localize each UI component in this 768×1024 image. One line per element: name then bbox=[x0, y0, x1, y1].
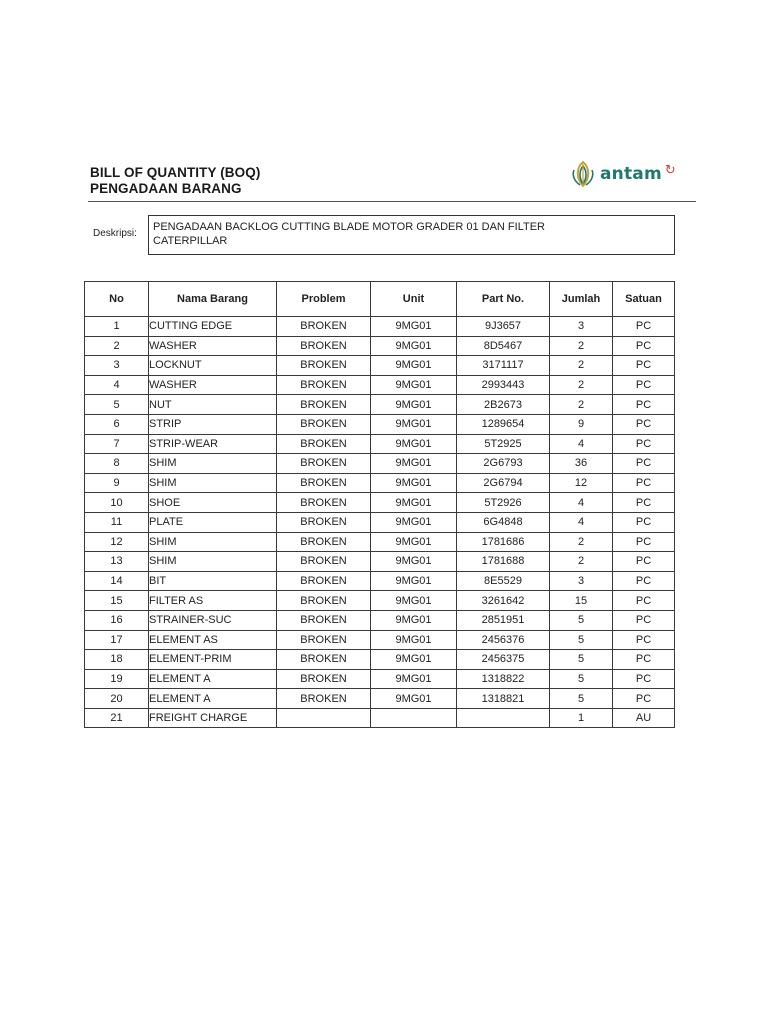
table-row bbox=[85, 375, 675, 395]
cell-satuan: PC bbox=[613, 454, 675, 474]
cell-part-no: 2993443 bbox=[457, 375, 550, 395]
cell-unit: 9MG01 bbox=[371, 630, 457, 650]
table-row bbox=[85, 552, 675, 572]
cell-part-no: 2B2673 bbox=[457, 395, 550, 415]
cell-unit: 9MG01 bbox=[371, 375, 457, 395]
cell-part-no: 1781688 bbox=[457, 552, 550, 572]
cell-nama-barang: STRAINER-SUC bbox=[149, 610, 277, 630]
table-row bbox=[85, 454, 675, 474]
cell-problem: BROKEN bbox=[277, 591, 371, 611]
cell-nama-barang: CUTTING EDGE bbox=[149, 317, 277, 337]
table-row bbox=[85, 434, 675, 454]
cell-satuan: PC bbox=[613, 552, 675, 572]
cell-nama-barang: WASHER bbox=[149, 336, 277, 356]
cell-jumlah: 15 bbox=[550, 591, 613, 611]
cell-jumlah: 5 bbox=[550, 610, 613, 630]
cell-unit: 9MG01 bbox=[371, 395, 457, 415]
cell-problem: BROKEN bbox=[277, 610, 371, 630]
cell-problem: BROKEN bbox=[277, 473, 371, 493]
cell-nama-barang: ELEMENT-PRIM bbox=[149, 650, 277, 670]
table-row bbox=[85, 532, 675, 552]
cell-part-no: 2G6793 bbox=[457, 454, 550, 474]
cell-satuan: PC bbox=[613, 591, 675, 611]
title-line-1: BILL OF QUANTITY (BOQ) bbox=[90, 165, 261, 180]
cell-satuan: PC bbox=[613, 473, 675, 493]
cell-satuan: PC bbox=[613, 532, 675, 552]
col-header-nama-barang: Nama Barang bbox=[149, 282, 277, 317]
table-row bbox=[85, 317, 675, 337]
cell-unit: 9MG01 bbox=[371, 493, 457, 513]
cell-satuan: PC bbox=[613, 571, 675, 591]
title-line-2: PENGADAAN BARANG bbox=[90, 181, 242, 196]
cell-nama-barang: ELEMENT A bbox=[149, 689, 277, 709]
cell-unit: 9MG01 bbox=[371, 512, 457, 532]
cell-no: 13 bbox=[85, 552, 149, 572]
cell-no: 14 bbox=[85, 571, 149, 591]
antam-leaf-logo-icon bbox=[570, 160, 596, 188]
cell-satuan: AU bbox=[613, 708, 675, 728]
cell-unit bbox=[371, 708, 457, 728]
cell-unit: 9MG01 bbox=[371, 532, 457, 552]
cell-nama-barang: PLATE bbox=[149, 512, 277, 532]
description-line-1: PENGADAAN BACKLOG CUTTING BLADE MOTOR GRADER 01 DAN FILTER bbox=[153, 221, 545, 233]
table-header-row bbox=[85, 282, 675, 317]
table-row bbox=[85, 395, 675, 415]
cell-satuan: PC bbox=[613, 610, 675, 630]
cell-part-no: 3171117 bbox=[457, 356, 550, 376]
table-row bbox=[85, 669, 675, 689]
cell-problem: BROKEN bbox=[277, 493, 371, 513]
cell-jumlah: 3 bbox=[550, 317, 613, 337]
cell-unit: 9MG01 bbox=[371, 473, 457, 493]
col-header-part-no: Part No. bbox=[457, 282, 550, 317]
cell-no: 17 bbox=[85, 630, 149, 650]
cell-unit: 9MG01 bbox=[371, 689, 457, 709]
cell-nama-barang: STRIP bbox=[149, 414, 277, 434]
cell-jumlah: 4 bbox=[550, 512, 613, 532]
cell-satuan: PC bbox=[613, 689, 675, 709]
cell-no: 18 bbox=[85, 650, 149, 670]
cell-jumlah: 4 bbox=[550, 493, 613, 513]
cell-satuan: PC bbox=[613, 336, 675, 356]
cell-jumlah: 2 bbox=[550, 532, 613, 552]
cell-jumlah: 1 bbox=[550, 708, 613, 728]
cell-no: 21 bbox=[85, 708, 149, 728]
description-line-2: CATERPILLAR bbox=[153, 235, 228, 247]
cell-no: 16 bbox=[85, 610, 149, 630]
cell-nama-barang: FILTER AS bbox=[149, 591, 277, 611]
cell-satuan: PC bbox=[613, 493, 675, 513]
cell-part-no: 3261642 bbox=[457, 591, 550, 611]
cell-nama-barang: SHOE bbox=[149, 493, 277, 513]
cell-jumlah: 2 bbox=[550, 356, 613, 376]
cell-part-no: 1318821 bbox=[457, 689, 550, 709]
cell-problem: BROKEN bbox=[277, 395, 371, 415]
cell-part-no: 1781686 bbox=[457, 532, 550, 552]
description-box bbox=[148, 215, 675, 255]
cell-unit: 9MG01 bbox=[371, 650, 457, 670]
col-header-unit: Unit bbox=[371, 282, 457, 317]
cell-part-no: 5T2926 bbox=[457, 493, 550, 513]
cell-no: 10 bbox=[85, 493, 149, 513]
cell-nama-barang: SHIM bbox=[149, 473, 277, 493]
cell-problem: BROKEN bbox=[277, 630, 371, 650]
cell-jumlah: 2 bbox=[550, 395, 613, 415]
table-row bbox=[85, 356, 675, 376]
cell-no: 5 bbox=[85, 395, 149, 415]
cell-unit: 9MG01 bbox=[371, 610, 457, 630]
cell-nama-barang: ELEMENT A bbox=[149, 669, 277, 689]
cell-nama-barang: STRIP-WEAR bbox=[149, 434, 277, 454]
table-row bbox=[85, 650, 675, 670]
cell-jumlah: 12 bbox=[550, 473, 613, 493]
antam-logo bbox=[570, 156, 690, 192]
cell-no: 8 bbox=[85, 454, 149, 474]
cell-part-no: 2G6794 bbox=[457, 473, 550, 493]
cell-satuan: PC bbox=[613, 317, 675, 337]
cell-satuan: PC bbox=[613, 434, 675, 454]
table-row bbox=[85, 689, 675, 709]
cell-nama-barang: SHIM bbox=[149, 532, 277, 552]
cell-jumlah: 2 bbox=[550, 375, 613, 395]
cell-unit: 9MG01 bbox=[371, 414, 457, 434]
cell-jumlah: 5 bbox=[550, 650, 613, 670]
cell-nama-barang: FREIGHT CHARGE bbox=[149, 708, 277, 728]
table-row bbox=[85, 630, 675, 650]
cell-no: 1 bbox=[85, 317, 149, 337]
cell-unit: 9MG01 bbox=[371, 669, 457, 689]
cell-part-no: 9J3657 bbox=[457, 317, 550, 337]
cell-no: 3 bbox=[85, 356, 149, 376]
cell-nama-barang: ELEMENT AS bbox=[149, 630, 277, 650]
col-header-problem: Problem bbox=[277, 282, 371, 317]
cell-no: 7 bbox=[85, 434, 149, 454]
cell-no: 2 bbox=[85, 336, 149, 356]
table-row bbox=[85, 610, 675, 630]
header-divider bbox=[88, 201, 696, 202]
cell-unit: 9MG01 bbox=[371, 571, 457, 591]
boq-table bbox=[84, 281, 675, 728]
cell-satuan: PC bbox=[613, 356, 675, 376]
cell-part-no bbox=[457, 708, 550, 728]
cell-jumlah: 9 bbox=[550, 414, 613, 434]
cell-problem bbox=[277, 708, 371, 728]
cell-part-no: 8E5529 bbox=[457, 571, 550, 591]
cell-jumlah: 2 bbox=[550, 552, 613, 572]
cell-problem: BROKEN bbox=[277, 414, 371, 434]
table-row bbox=[85, 512, 675, 532]
cell-jumlah: 5 bbox=[550, 689, 613, 709]
cell-jumlah: 4 bbox=[550, 434, 613, 454]
cell-nama-barang: SHIM bbox=[149, 552, 277, 572]
cell-problem: BROKEN bbox=[277, 689, 371, 709]
cell-nama-barang: BIT bbox=[149, 571, 277, 591]
cell-part-no: 2456375 bbox=[457, 650, 550, 670]
cell-no: 11 bbox=[85, 512, 149, 532]
cell-unit: 9MG01 bbox=[371, 434, 457, 454]
cell-no: 12 bbox=[85, 532, 149, 552]
document-title bbox=[90, 165, 260, 197]
table-body bbox=[85, 317, 675, 728]
cell-satuan: PC bbox=[613, 512, 675, 532]
cell-no: 6 bbox=[85, 414, 149, 434]
cell-satuan: PC bbox=[613, 630, 675, 650]
logo-text: antam bbox=[600, 164, 662, 184]
cell-problem: BROKEN bbox=[277, 356, 371, 376]
cell-problem: BROKEN bbox=[277, 454, 371, 474]
cell-satuan: PC bbox=[613, 650, 675, 670]
cell-satuan: PC bbox=[613, 414, 675, 434]
cell-unit: 9MG01 bbox=[371, 317, 457, 337]
cell-unit: 9MG01 bbox=[371, 454, 457, 474]
cell-problem: BROKEN bbox=[277, 532, 371, 552]
cell-jumlah: 36 bbox=[550, 454, 613, 474]
cell-problem: BROKEN bbox=[277, 512, 371, 532]
col-header-jumlah: Jumlah bbox=[550, 282, 613, 317]
cell-unit: 9MG01 bbox=[371, 552, 457, 572]
table-row bbox=[85, 336, 675, 356]
cell-jumlah: 3 bbox=[550, 571, 613, 591]
cell-part-no: 1318822 bbox=[457, 669, 550, 689]
table-row bbox=[85, 708, 675, 728]
cell-part-no: 2851951 bbox=[457, 610, 550, 630]
table-row bbox=[85, 591, 675, 611]
cell-problem: BROKEN bbox=[277, 650, 371, 670]
cell-no: 20 bbox=[85, 689, 149, 709]
description-label: Deskripsi: bbox=[93, 228, 137, 239]
cell-jumlah: 2 bbox=[550, 336, 613, 356]
cell-nama-barang: SHIM bbox=[149, 454, 277, 474]
cell-problem: BROKEN bbox=[277, 669, 371, 689]
cell-problem: BROKEN bbox=[277, 317, 371, 337]
cell-nama-barang: LOCKNUT bbox=[149, 356, 277, 376]
cell-nama-barang: WASHER bbox=[149, 375, 277, 395]
cell-unit: 9MG01 bbox=[371, 356, 457, 376]
cell-part-no: 1289654 bbox=[457, 414, 550, 434]
cell-part-no: 5T2925 bbox=[457, 434, 550, 454]
cell-satuan: PC bbox=[613, 395, 675, 415]
table-row bbox=[85, 473, 675, 493]
cell-part-no: 8D5467 bbox=[457, 336, 550, 356]
cell-no: 4 bbox=[85, 375, 149, 395]
col-header-no: No bbox=[85, 282, 149, 317]
cell-no: 15 bbox=[85, 591, 149, 611]
cell-problem: BROKEN bbox=[277, 571, 371, 591]
cell-problem: BROKEN bbox=[277, 434, 371, 454]
cell-satuan: PC bbox=[613, 375, 675, 395]
cell-jumlah: 5 bbox=[550, 630, 613, 650]
cell-unit: 9MG01 bbox=[371, 336, 457, 356]
cell-nama-barang: NUT bbox=[149, 395, 277, 415]
cell-jumlah: 5 bbox=[550, 669, 613, 689]
table-row bbox=[85, 571, 675, 591]
cell-problem: BROKEN bbox=[277, 552, 371, 572]
cell-problem: BROKEN bbox=[277, 375, 371, 395]
cell-no: 9 bbox=[85, 473, 149, 493]
cell-problem: BROKEN bbox=[277, 336, 371, 356]
cell-unit: 9MG01 bbox=[371, 591, 457, 611]
cell-no: 19 bbox=[85, 669, 149, 689]
col-header-satuan: Satuan bbox=[613, 282, 675, 317]
cell-satuan: PC bbox=[613, 669, 675, 689]
table-row bbox=[85, 493, 675, 513]
logo-swirl-icon: ↻ bbox=[664, 162, 676, 177]
cell-part-no: 2456376 bbox=[457, 630, 550, 650]
table-row bbox=[85, 414, 675, 434]
cell-part-no: 6G4848 bbox=[457, 512, 550, 532]
